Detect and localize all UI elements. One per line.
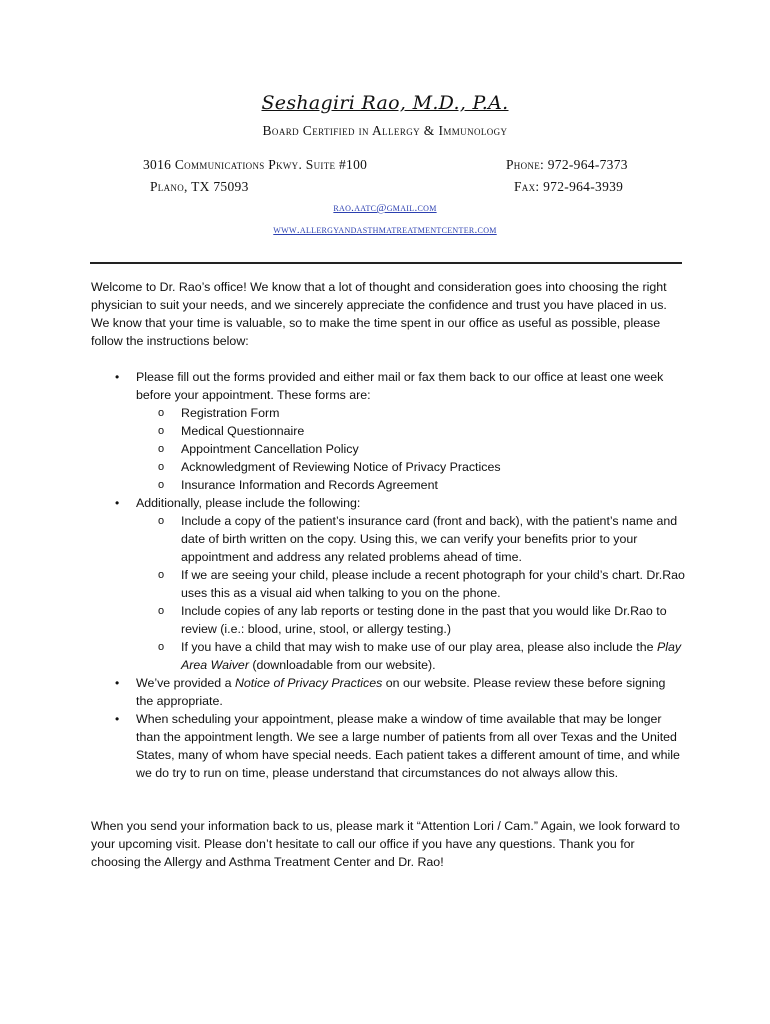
sub-bullet-marker: o — [158, 641, 165, 653]
address-line-2: Plano, TX 75093 — [150, 179, 249, 194]
form-item: Registration Form — [181, 406, 280, 420]
bullet-marker: • — [115, 712, 120, 726]
text-part: (downloadable from our website). — [248, 658, 436, 672]
sub-bullet-marker: o — [158, 479, 165, 491]
bullet-marker: • — [115, 496, 120, 510]
bullet-forms: Please fill out the forms provided and either mail or fax them back to our office at least one week before your appointment. These forms are: — [136, 370, 664, 402]
sub-bullet-marker: o — [158, 461, 165, 473]
intro-paragraph: Welcome to Dr. Rao’s office! We know that a lot of thought and consideration goes into choosing the right physician to suit your needs, and we sincerely appreciate the confidence and trust you have placed in us. We know that your time is valuable, so to make the time spent in our office as useful as possible, please follow the instructions below: — [91, 280, 667, 348]
text-part: If you have a child that may wish to make use of our play area, please also include the — [181, 640, 657, 654]
form-item: Medical Questionnaire — [181, 424, 305, 438]
sub-bullet-marker: o — [158, 407, 165, 419]
bullet-privacy — [136, 674, 684, 710]
privacy-notice-emphasis: Notice of Privacy Practices — [234, 676, 383, 690]
play-area-waiver-emphasis: Play Area Waiver — [181, 640, 682, 672]
address-line-1: 3016 Communications Pkwy. Suite #100 — [143, 157, 368, 172]
sub-bullet-marker: o — [158, 443, 165, 455]
form-item: Insurance Information and Records Agreement — [181, 478, 438, 492]
include-item: Include copies of any lab reports or testing done in the past that you would like Dr.Rao to review (i.e.: blood, urine, stool, or allergy testing.) — [181, 604, 667, 636]
text-part: We’ve provided a — [136, 676, 235, 690]
sub-bullet-marker: o — [158, 515, 165, 527]
sub-bullet-marker: o — [158, 569, 165, 581]
fax-number: Fax: 972-964-3939 — [514, 179, 624, 194]
form-item: Appointment Cancellation Policy — [181, 442, 359, 456]
text-part: on our website. Please review these before signing the appropriate. — [136, 676, 666, 708]
header-divider — [90, 262, 682, 264]
bullet-scheduling: When scheduling your appointment, please make a window of time available that may be longer than the appointment length. We see a large number of patients from all over Texas and the United States, many of whom have special needs. Each patient takes a different amount of time, and while we do try to run on time, please understand that circumstances do not always allow this. — [136, 712, 680, 780]
sub-bullet-marker: o — [158, 605, 165, 617]
sub-bullet-marker: o — [158, 425, 165, 437]
include-item: Include a copy of the patient’s insurance card (front and back), with the patient’s name and date of birth written on the copy. Using this, we can verify your benefits prior to your appointment and address any related problems ahead of time. — [181, 514, 678, 564]
email-link[interactable]: rao.aatc@gmail.com — [333, 202, 437, 214]
include-item: If we are seeing your child, please include a recent photograph for your child’s chart. Dr.Rao uses this as a visual aid when talking to you on the phone. — [181, 568, 685, 600]
letterhead-subtitle: Board Certified in Allergy & Immunology — [262, 123, 508, 138]
bullet-additional: Additionally, please include the following: — [136, 496, 361, 510]
closing-paragraph: When you send your information back to us, please mark it “Attention Lori / Cam.” Again, we look forward to your upcoming visit. Please don’t hesitate to call our office if you have any questions. Thank you for choosing the Allergy and Asthma Treatment Center and Dr. Rao! — [91, 819, 680, 869]
letterhead-name: Seshagiri Rao, M.D., P.A. — [261, 92, 509, 114]
include-item-play-area — [181, 638, 686, 674]
form-item: Acknowledgment of Reviewing Notice of Privacy Practices — [181, 460, 501, 474]
website-link[interactable]: www.allergyandasthmatreatmentcenter.com — [273, 224, 497, 236]
phone-number: Phone: 972-964-7373 — [506, 157, 628, 172]
bullet-marker: • — [115, 370, 120, 384]
bullet-marker: • — [115, 676, 120, 690]
